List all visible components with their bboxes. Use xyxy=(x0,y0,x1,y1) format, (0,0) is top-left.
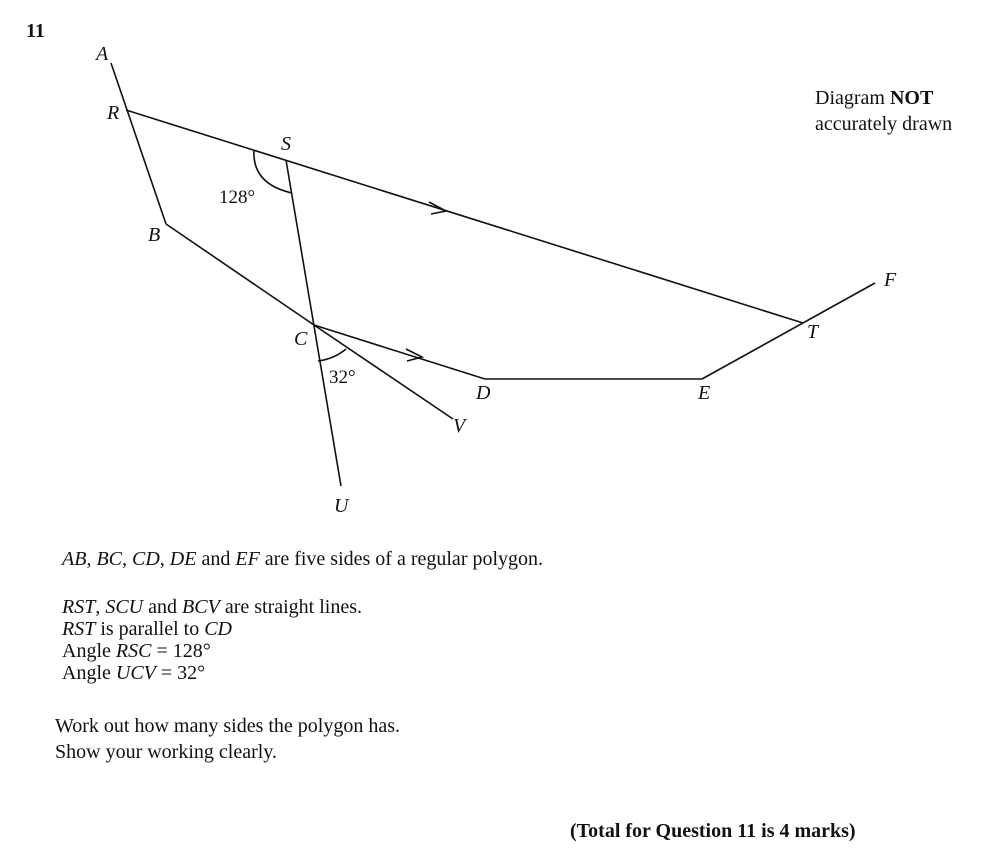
text-run: , xyxy=(86,548,97,570)
instructions xyxy=(55,713,400,765)
text-run: RST xyxy=(62,618,96,640)
text-run: , xyxy=(95,596,106,618)
text-run: EF xyxy=(235,548,260,570)
info-line-angle-ucv xyxy=(62,662,205,684)
text-run: UCV xyxy=(115,662,156,684)
line-ef xyxy=(702,283,875,379)
text-run: are straight lines. xyxy=(219,596,362,618)
line-rst xyxy=(126,110,803,323)
text-run: and xyxy=(196,548,236,570)
text-run: = 32° xyxy=(155,662,206,684)
diagram-note-line2: accurately drawn xyxy=(815,113,953,135)
text-run: = 128° xyxy=(151,640,211,662)
text-run: is parallel to xyxy=(95,618,205,640)
text-run: DE xyxy=(169,548,197,570)
label-b: B xyxy=(148,224,161,246)
label-f: F xyxy=(884,269,897,291)
angle-label-ucv: 32° xyxy=(329,367,356,388)
line-ab xyxy=(111,63,166,224)
text-run: BCV xyxy=(182,596,220,618)
label-t: T xyxy=(807,321,819,343)
info-line-straight-lines xyxy=(62,596,362,618)
instruction-show-working: Show your working clearly. xyxy=(55,741,277,763)
text-run: , xyxy=(159,548,170,570)
label-s: S xyxy=(281,133,291,155)
label-c: C xyxy=(294,328,308,350)
text-run: CD xyxy=(132,548,160,570)
info-line-parallel xyxy=(62,618,232,640)
total-marks: (Total for Question 11 is 4 marks) xyxy=(570,820,856,842)
text-run: Angle xyxy=(62,640,116,662)
text-run: CD xyxy=(204,618,232,640)
diagram-note-bold: NOT xyxy=(889,87,934,109)
instruction-work-out: Work out how many sides the polygon has. xyxy=(55,715,401,737)
info-line-angle-rsc xyxy=(62,640,211,662)
text-run: BC xyxy=(96,548,122,570)
text-run: Angle xyxy=(62,662,116,684)
label-e: E xyxy=(698,382,711,404)
text-run: AB xyxy=(62,548,87,570)
text-run: SCU xyxy=(105,596,144,618)
label-a: A xyxy=(96,43,109,65)
text-run: are five sides of a regular polygon. xyxy=(259,548,544,570)
angle-arc-ucv xyxy=(318,349,346,361)
diagram-note-line1 xyxy=(815,85,952,111)
label-d: D xyxy=(476,382,491,404)
angle-label-rsc: 128° xyxy=(219,187,256,208)
text-run: , xyxy=(122,548,132,570)
label-r: R xyxy=(107,102,120,124)
info-line-polygon xyxy=(62,548,543,570)
line-bc xyxy=(166,224,314,325)
line-su xyxy=(286,160,341,486)
text-run: RSC xyxy=(115,640,152,662)
diagram-note-prefix: Diagram xyxy=(815,87,885,109)
question-number: 11 xyxy=(26,20,45,42)
label-u: U xyxy=(334,495,349,517)
text-run: and xyxy=(143,596,183,618)
label-v: V xyxy=(453,415,466,437)
diagram-note xyxy=(815,85,952,137)
text-run: RST xyxy=(62,596,96,618)
